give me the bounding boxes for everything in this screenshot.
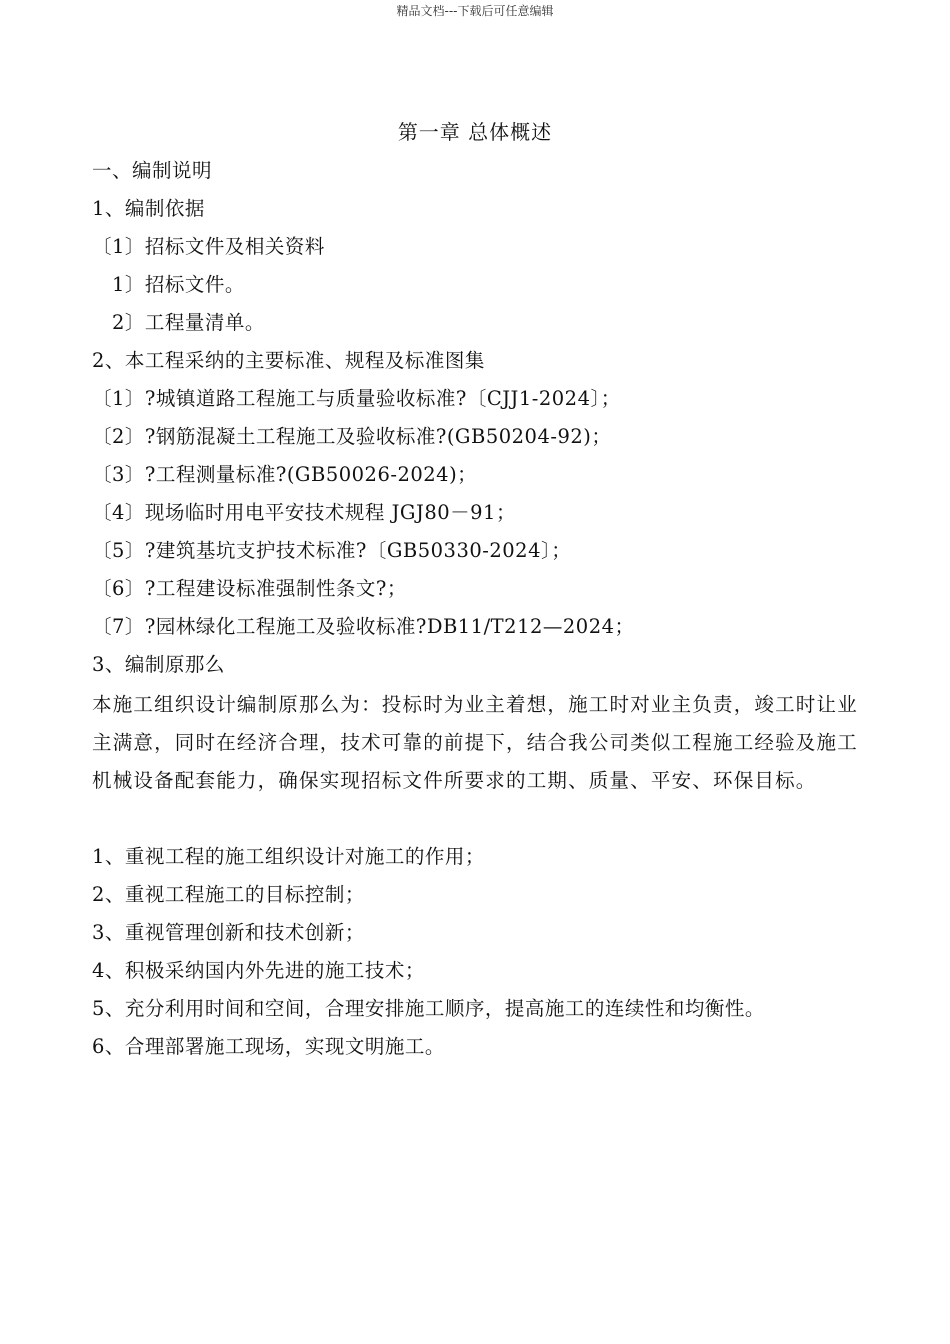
- list-item: 〔1〕招标文件及相关资料: [92, 235, 325, 258]
- standard-item: 〔3〕?工程测量标准?(GB50026-2024)；: [92, 463, 478, 486]
- principles-paragraph: 本施工组织设计编制原那么为：投标时为业主着想，施工时对业主负责，竣工时让业主满意，同时在经济合理，技术可靠的前提下，结合我公司类似工程施工经验及施工机械设备配套能力，确保实现招标文件所要求的工期、质量、平安、环保目标。: [92, 693, 858, 792]
- subheading-principles: 3、编制原那么: [92, 653, 225, 676]
- subheading-basis: 1、编制依据: [92, 197, 205, 220]
- standard-item: 〔6〕?工程建设标准强制性条文?；: [92, 577, 407, 600]
- standard-item: 〔5〕?建筑基坑支护技术标准?〔GB50330-2024〕；: [92, 539, 572, 562]
- list-item: 2〕工程量清单。: [112, 311, 265, 334]
- standard-item: 〔1〕?城镇道路工程施工与质量验收标准?〔CJJ1-2024〕；: [92, 387, 621, 410]
- standard-item: 〔4〕现场临时用电平安技术规程 JGJ80－91；: [92, 501, 516, 524]
- chapter-title: 第一章 总体概述: [397, 120, 553, 144]
- section-heading-compilation: 一、编制说明: [92, 159, 213, 182]
- principle-item: 2、重视工程施工的目标控制；: [92, 883, 365, 906]
- standard-item: 〔2〕?钢筋混凝土工程施工及验收标准?(GB50204-92)；: [92, 425, 612, 448]
- principle-item: 3、重视管理创新和技术创新；: [92, 921, 365, 944]
- page-header-note: 精品文档---下载后可任意编辑: [396, 4, 554, 18]
- principle-item: 6、合理部署施工现场，实现文明施工。: [92, 1035, 445, 1058]
- subheading-standards: 2、本工程采纳的主要标准、规程及标准图集: [92, 349, 485, 372]
- principle-item: 5、充分利用时间和空间，合理安排施工顺序，提高施工的连续性和均衡性。: [92, 997, 765, 1020]
- principle-item: 4、积极采纳国内外先进的施工技术；: [92, 959, 425, 982]
- standard-item: 〔7〕?园林绿化工程施工及验收标准?DB11/T212—2024；: [92, 615, 635, 638]
- list-item: 1〕招标文件。: [112, 273, 245, 296]
- principle-item: 1、重视工程的施工组织设计对施工的作用；: [92, 845, 485, 868]
